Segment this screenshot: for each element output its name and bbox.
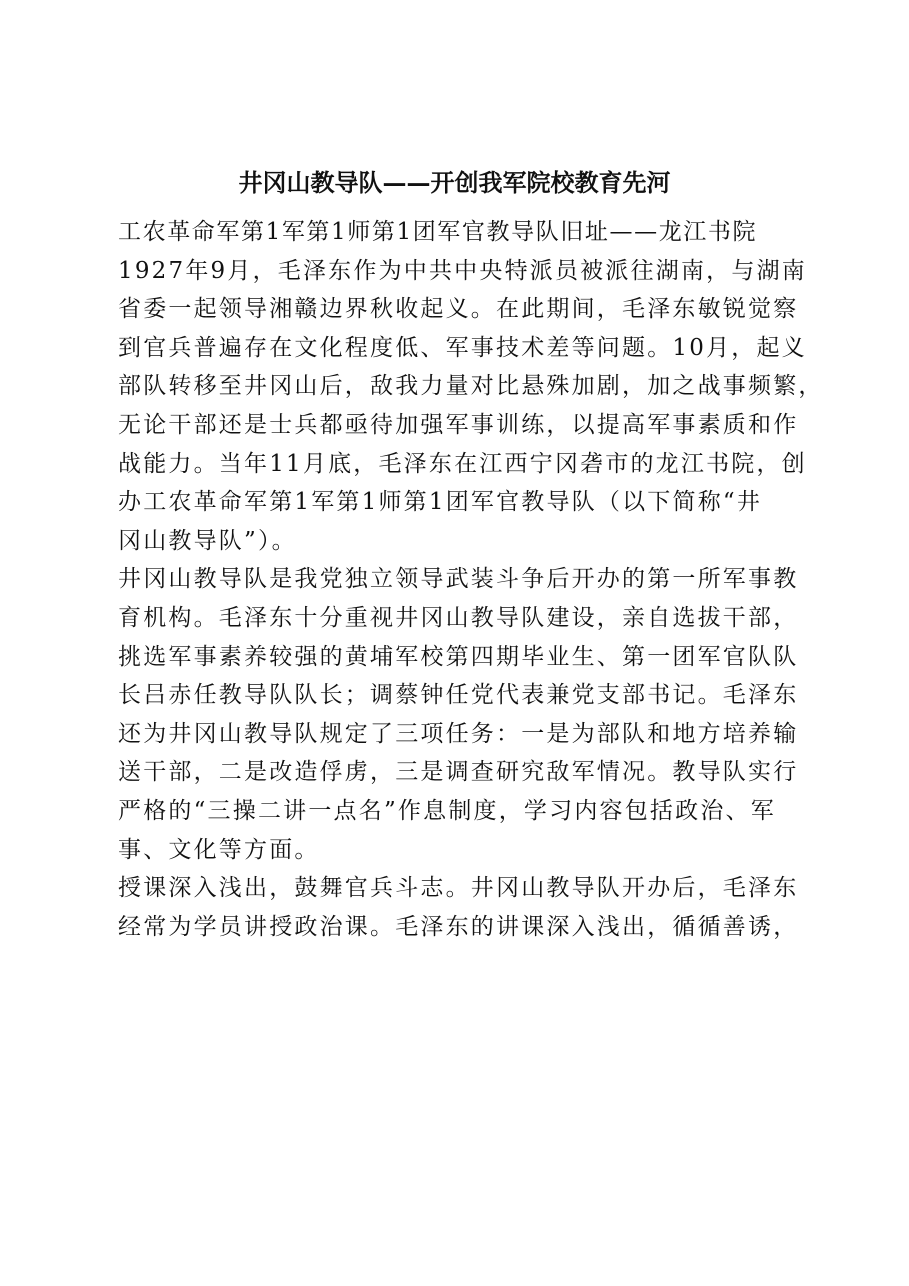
paragraph-line: 到官兵普遍存在文化程度低、军事技术差等问题。10月，起义 [118,334,807,361]
paragraph-line: 部队转移至井冈山后，敌我力量对比悬殊加剧，加之战事频繁， [118,373,824,400]
paragraph-line: 挑选军事素养较强的黄埔军校第四期毕业生、第一团军官队队 [118,643,799,670]
paragraph-line: 授课深入浅出，鼓舞官兵斗志。井冈山教导队开办后，毛泽东 [118,875,799,902]
paragraph-line: 战能力。当年11月底，毛泽东在江西宁冈砻市的龙江书院，创 [118,450,807,477]
paragraph-line: 井冈山教导队是我党独立领导武装斗争后开办的第一所军事教 [118,566,799,593]
paragraph-line: 省委一起领导湘赣边界秋收起义。在此期间，毛泽东敏锐觉察 [118,296,799,323]
paragraph-line: 还为井冈山教导队规定了三项任务：一是为部队和地方培养输 [118,720,799,747]
paragraph-line: 事、文化等方面。 [118,836,320,863]
paragraph-line: 送干部，二是改造俘虏，三是调查研究敌军情况。教导队实行 [118,759,799,786]
paragraph-line: 1927年9月，毛泽东作为中共中央特派员被派往湖南，与湖南 [118,257,807,284]
caption-line: 工农革命军第1军第1师第1团军官教导队旧址——龙江书院 [118,219,758,245]
document-body [118,213,824,946]
paragraph-line: 无论干部还是士兵都亟待加强军事训练，以提高军事素质和作 [118,411,799,438]
paragraph-line: 办工农革命军第1军第1师第1团军官教导队（以下简称“井 [118,489,763,516]
paragraph-line: 严格的“三操二讲一点名”作息制度，学习内容包括政治、军 [118,797,776,824]
paragraph-line: 长吕赤任教导队队长；调蔡钟任党代表兼党支部书记。毛泽东 [118,682,799,709]
paragraph-line: 经常为学员讲授政治课。毛泽东的讲课深入浅出，循循善诱， [118,913,799,940]
paragraph-line: 冈山教导队”）。 [118,527,297,554]
paragraph-line: 育机构。毛泽东十分重视井冈山教导队建设，亲自选拔干部， [118,604,799,631]
document-title: 井冈山教导队——开创我军院校教育先河 [238,168,671,197]
